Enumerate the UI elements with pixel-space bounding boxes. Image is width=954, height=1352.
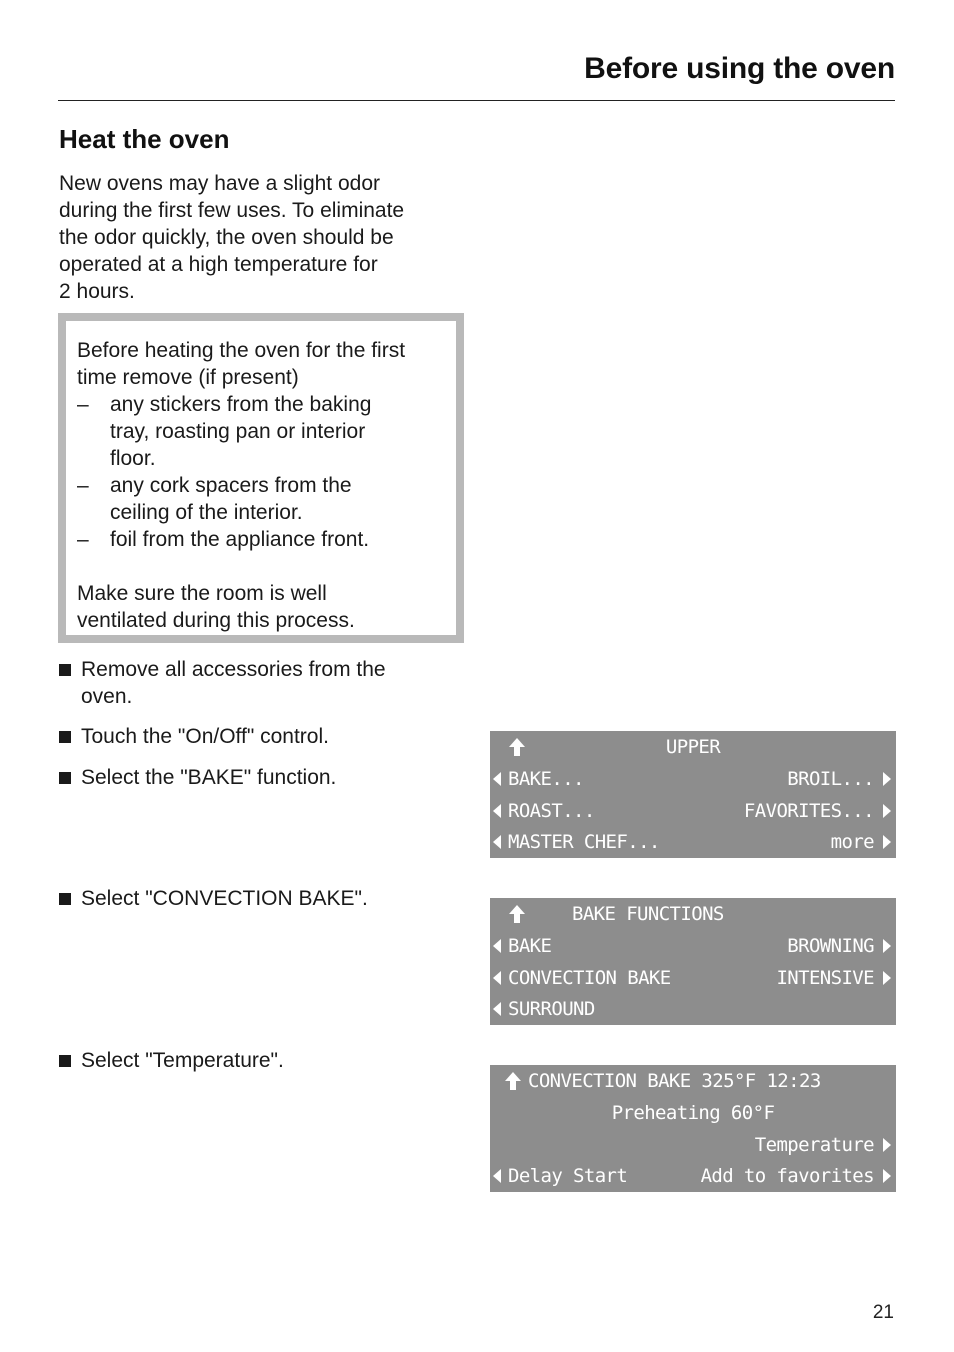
note-list: [77, 391, 457, 553]
display-title: UPPER: [665, 736, 721, 758]
display-left-option[interactable]: Delay Start: [508, 1165, 628, 1187]
right-triangle-icon[interactable]: [883, 804, 891, 818]
up-arrow-icon[interactable]: [505, 1072, 521, 1090]
left-triangle-icon[interactable]: [493, 971, 501, 985]
step-item: [59, 885, 439, 966]
up-arrow-icon[interactable]: [509, 905, 525, 923]
display-title: BAKE FUNCTIONS: [572, 903, 724, 925]
display-left-option[interactable]: ROAST...: [508, 800, 595, 822]
dash-bullet: –: [77, 528, 89, 551]
note-list-item: [77, 391, 457, 472]
left-triangle-icon[interactable]: [493, 1169, 501, 1183]
display-row: [490, 930, 896, 962]
display-right-option[interactable]: Temperature: [754, 1134, 874, 1156]
step-text: Select "CONVECTION BAKE".: [81, 887, 368, 910]
display-row: [490, 826, 896, 858]
display-left-option[interactable]: BAKE: [508, 935, 552, 957]
left-triangle-icon[interactable]: [493, 1002, 501, 1016]
display-right-option[interactable]: FAVORITES...: [743, 800, 874, 822]
left-triangle-icon[interactable]: [493, 772, 501, 786]
display-right-option[interactable]: BROWNING: [787, 935, 874, 957]
step-text: Select the "BAKE" function.: [81, 766, 337, 789]
square-bullet-icon: [59, 1055, 71, 1067]
display-bake-functions: [490, 898, 896, 1025]
square-bullet-icon: [59, 893, 71, 905]
display-left-option[interactable]: CONVECTION BAKE: [508, 967, 671, 989]
page-number: 21: [872, 1302, 894, 1323]
display-left-option[interactable]: MASTER CHEF...: [508, 831, 660, 853]
right-triangle-icon[interactable]: [883, 939, 891, 953]
display-row: [490, 1129, 896, 1161]
note-outro: Make sure the room is well ventilated during this process.: [77, 582, 355, 632]
note-intro: Before heating the oven for the first time remove (if present): [77, 339, 406, 389]
square-bullet-icon: [59, 664, 71, 676]
left-triangle-icon[interactable]: [493, 835, 501, 849]
display-convection-bake: [490, 1065, 896, 1192]
step-text: Select "Temperature".: [81, 1049, 284, 1072]
note-item-text: any stickers from the baking tray, roasting pan or interior floor.: [110, 393, 372, 470]
note-list-item: [77, 472, 457, 526]
right-triangle-icon[interactable]: [883, 1169, 891, 1183]
left-triangle-icon[interactable]: [493, 804, 501, 818]
step-text: Touch the "On/Off" control.: [81, 725, 329, 748]
step-text: Remove all accessories from the oven.: [81, 658, 386, 708]
warning-note-box: [58, 313, 464, 643]
display-title-row: [490, 1065, 896, 1097]
right-triangle-icon[interactable]: [883, 772, 891, 786]
display-row: [490, 993, 896, 1025]
note-list-item: [77, 526, 457, 553]
display-row: [490, 1097, 896, 1129]
display-upper-menu: [490, 731, 896, 858]
display-title-row: [490, 731, 896, 763]
right-triangle-icon[interactable]: [883, 835, 891, 849]
display-row: [490, 763, 896, 795]
header-divider: [58, 100, 895, 101]
right-triangle-icon[interactable]: [883, 1138, 891, 1152]
dash-bullet: –: [77, 474, 89, 497]
intro-paragraph: New ovens may have a slight odor during the first few uses. To eliminate the odor quickly, the oven should be operated at a high temperature for 2 hours.: [59, 172, 405, 303]
note-item-text: foil from the appliance front.: [110, 528, 370, 551]
display-status: Preheating 60°F: [611, 1102, 775, 1124]
display-right-option[interactable]: Add to favorites: [700, 1165, 874, 1187]
right-triangle-icon[interactable]: [883, 971, 891, 985]
square-bullet-icon: [59, 731, 71, 743]
display-row: [490, 795, 896, 827]
step-item: [59, 764, 439, 845]
display-right-option[interactable]: BROIL...: [787, 768, 874, 790]
step-item: [59, 1047, 439, 1128]
display-row: [490, 1160, 896, 1192]
dash-bullet: –: [77, 393, 89, 416]
note-item-text: any cork spacers from the ceiling of the interior.: [110, 474, 352, 524]
display-right-option[interactable]: INTENSIVE: [776, 967, 874, 989]
display-left-option[interactable]: SURROUND: [508, 998, 595, 1020]
left-triangle-icon[interactable]: [493, 939, 501, 953]
display-left-option[interactable]: BAKE...: [508, 768, 584, 790]
display-title-row: [490, 898, 896, 930]
display-title: CONVECTION BAKE 325°F 12:23: [528, 1070, 821, 1092]
square-bullet-icon: [59, 772, 71, 784]
section-title: Heat the oven: [59, 124, 230, 154]
page-header-title: Before using the oven: [584, 52, 895, 85]
display-row: [490, 962, 896, 994]
display-right-option[interactable]: more: [830, 831, 874, 853]
